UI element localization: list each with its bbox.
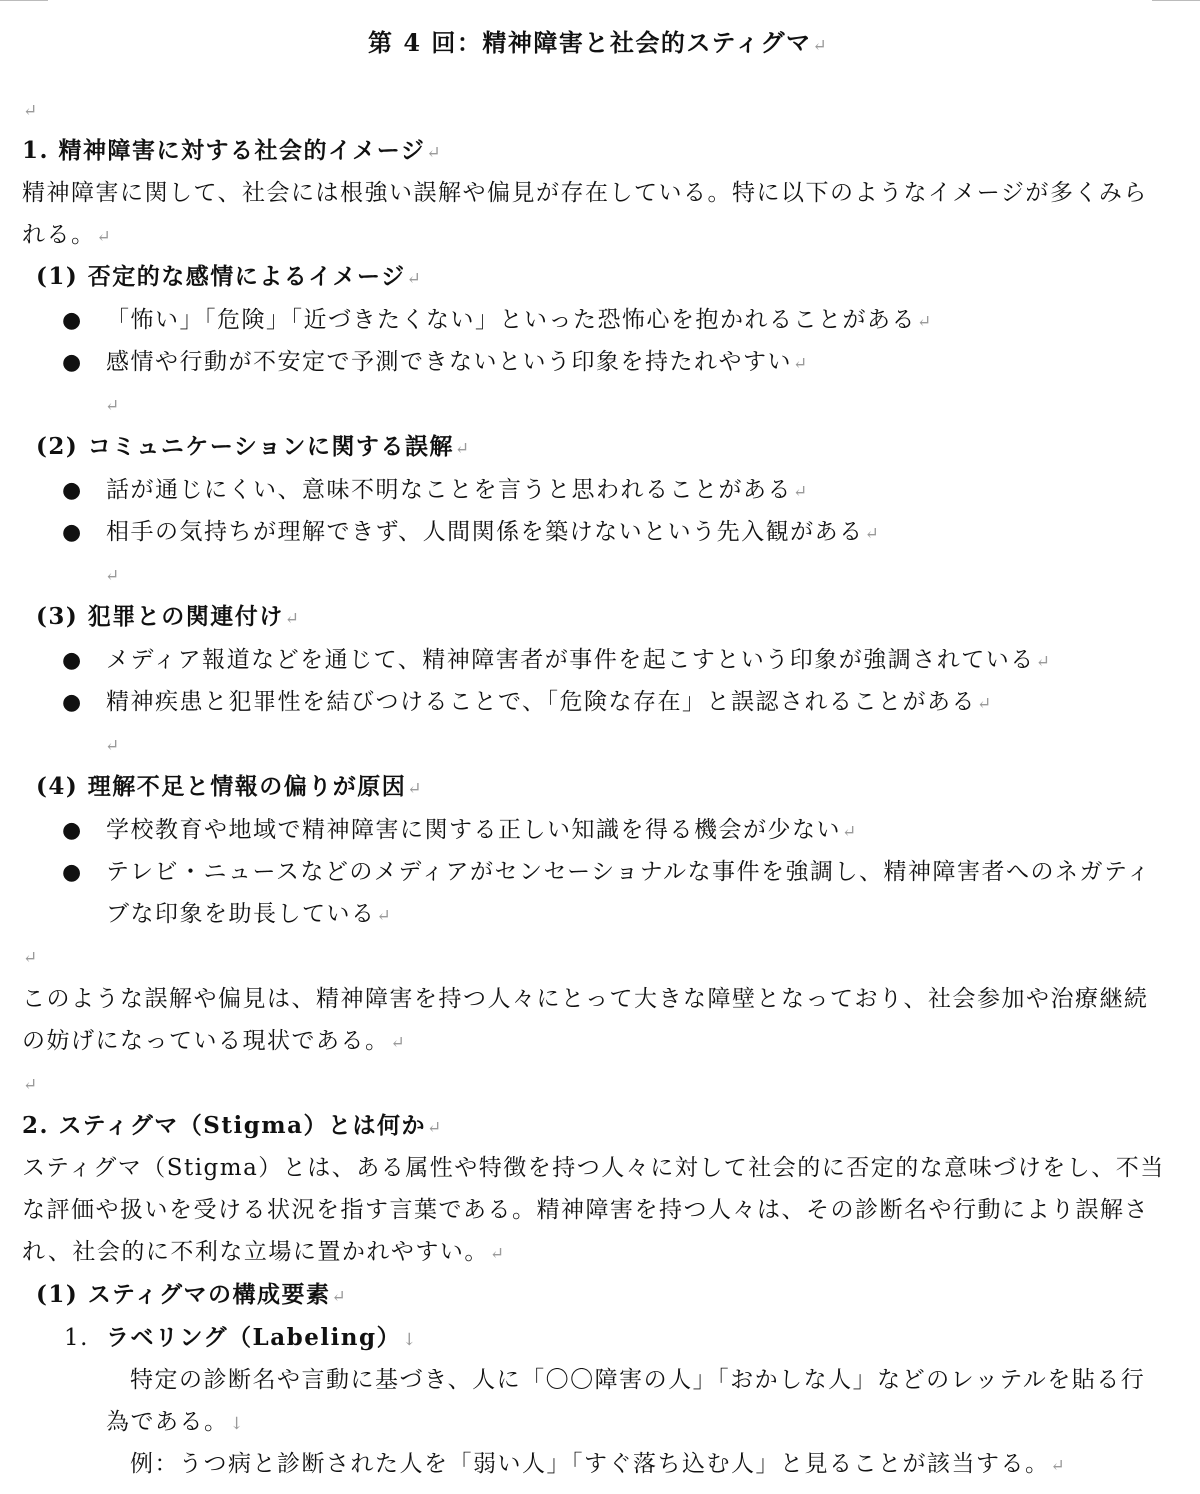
page-corner-mark-left [0,0,48,9]
bullet-dot: ● [62,350,82,375]
paragraph-mark: ↵ [105,396,120,416]
paragraph-mark: ↵ [793,482,808,502]
list-item-text: 学校教育や地域で精神障害に関する正しい知識を得る機会が少ない [106,817,841,843]
conclusion-text-2: の妨げになっている現状である。 [22,1028,390,1054]
bullet-dot: ● [62,520,82,545]
paragraph-mark: ↵ [864,524,879,544]
section2-heading-text: 2. スティグマ（Stigma）とは何か [22,1112,427,1139]
paragraph-mark: ↵ [842,822,857,842]
paragraph-mark: ↵ [23,101,38,121]
sub1-heading [36,262,421,294]
paragraph-mark: ↵ [1035,652,1050,672]
section2-heading [22,1111,441,1143]
bullet-dot: ● [62,690,82,715]
paragraph-mark: ↵ [426,143,441,163]
empty-paragraph [104,389,119,421]
section2-intro-text-3: れ、社会的に不利な立場に置かれやすい。 [22,1239,489,1265]
bullet-dot: ● [62,648,82,673]
sub2-heading-text: (2) コミュニケーションに関する誤解 [36,433,454,460]
section2-intro-line2 [22,1195,1149,1225]
list-item-text: メディア報道などを通じて、精神障害者が事件を起こすという印象が強調されている [106,647,1035,673]
list-item [106,815,856,847]
section2-intro-text-1: スティグマ（Stigma）とは、ある属性や特徴を持つ人々に対して社会的に否定的な意味づけをし、不当 [22,1155,1165,1181]
section2-intro-text-2: な評価や扱いを受ける状況を指す言葉である。精神障害を持つ人々は、その診断名や行動により誤解さ [22,1197,1149,1223]
line-break-mark: ↓ [229,1414,244,1434]
paragraph-mark: ↵ [977,694,992,714]
item-number-text: 1. [64,1325,89,1351]
section1-conclusion-line1 [22,984,1149,1014]
section1-conclusion-line2 [22,1026,405,1058]
numbered-item-example [130,1449,1065,1481]
sub3-heading-text: (3) 犯罪との関連付け [36,603,284,630]
paragraph-mark: ↵ [406,269,421,289]
sub4-heading [36,772,422,804]
item-example-text: 例：うつ病と診断された人を「弱い人」「すぐ落ち込む人」と見ることが該当する。 [130,1451,1050,1477]
list-item [106,857,1151,887]
section2-intro-line3 [22,1237,504,1269]
paragraph-mark: ↵ [793,354,808,374]
empty-paragraph [22,1068,37,1100]
section2-intro-line1 [22,1153,1165,1183]
list-item [106,517,879,549]
bullet-dot: ● [62,818,82,843]
empty-paragraph [104,559,119,591]
section1-intro-line1 [22,178,1148,208]
bullet-dot: ● [62,308,82,333]
numbered-item-desc-line2 [106,1407,244,1439]
paragraph-mark: ↵ [105,566,120,586]
item-desc-text-1: 特定の診断名や言動に基づき、人に「〇〇障害の人」「おかしな人」などのレッテルを貼る行 [130,1367,1146,1393]
conclusion-text-1: このような誤解や偏見は、精神障害を持つ人々にとって大きな障壁となっており、社会参加や治療継続 [22,986,1149,1012]
paragraph-mark: ↵ [407,779,422,799]
numbered-item-number [64,1323,89,1353]
sub3-heading [36,602,299,634]
section1-heading [22,136,441,168]
paragraph-mark: ↵ [96,227,111,247]
paragraph-mark: ↵ [454,439,470,459]
list-item [106,645,1050,677]
list-item-text: 精神疾患と犯罪性を結びつけることで、「危険な存在」と誤認されることがある [106,689,977,715]
bullet-dot: ● [62,478,82,503]
list-item-text: 話が通じにくい、意味不明なことを言うと思われることがある [106,477,792,503]
empty-paragraph [22,94,37,126]
document-title [368,28,827,61]
section1-heading-text: 1. 精神障害に対する社会的イメージ [22,137,426,164]
section2-sub1-heading-text: (1) スティグマの構成要素 [36,1281,331,1308]
numbered-item-heading [106,1323,416,1355]
sub1-heading-text: (1) 否定的な感情によるイメージ [36,263,406,290]
paragraph-mark: ↵ [105,736,120,756]
document-title-text: 第 4 回：精神障害と社会的スティグマ [368,28,812,57]
paragraph-mark: ↵ [331,1287,346,1307]
paragraph-mark: ↵ [284,609,300,629]
paragraph-mark: ↵ [1050,1456,1065,1476]
paragraph-mark: ↵ [23,1075,38,1095]
list-item [106,347,807,379]
numbered-item-desc-line1 [130,1365,1145,1395]
section2-sub1-heading [36,1280,346,1312]
list-item [106,305,931,337]
list-item [106,687,991,719]
item-heading-text: ラベリング（Labeling） [106,1324,402,1351]
paragraph-mark: ↵ [427,1118,442,1138]
paragraph-mark: ↵ [917,312,932,332]
list-item-text: ブな印象を助長している [106,901,376,927]
list-item-text: 「怖い」「危険」「近づきたくない」といった恐怖心を抱かれることがある [106,307,916,333]
paragraph-mark: ↵ [390,1033,405,1053]
line-break-mark: ↓ [402,1330,417,1350]
list-item [106,475,807,507]
sub4-heading-text: (4) 理解不足と情報の偏りが原因 [36,773,407,800]
item-desc-text-2: 為である。 [106,1409,229,1435]
empty-paragraph [22,941,37,973]
section1-intro-line2 [22,220,111,252]
section1-intro-text-1: 精神障害に関して、社会には根強い誤解や偏見が存在している。特に以下のようなイメージが多くみら [22,180,1148,206]
sub2-heading [36,432,469,464]
page-corner-mark-right [1152,0,1200,9]
paragraph-mark: ↵ [23,948,38,968]
paragraph-mark: ↵ [376,906,391,926]
list-item-continuation [106,899,391,931]
paragraph-mark: ↵ [812,36,827,56]
list-item-text: テレビ・ニュースなどのメディアがセンセーショナルな事件を強調し、精神障害者へのネガティ [106,859,1152,885]
list-item-text: 相手の気持ちが理解できず、人間関係を築けないという先入観がある [106,519,864,545]
list-item-text: 感情や行動が不安定で予測できないという印象を持たれやすい [106,349,792,375]
paragraph-mark: ↵ [489,1244,505,1264]
empty-paragraph [104,729,119,761]
bullet-dot: ● [62,860,82,885]
section1-intro-text-2: れる。 [22,222,96,248]
